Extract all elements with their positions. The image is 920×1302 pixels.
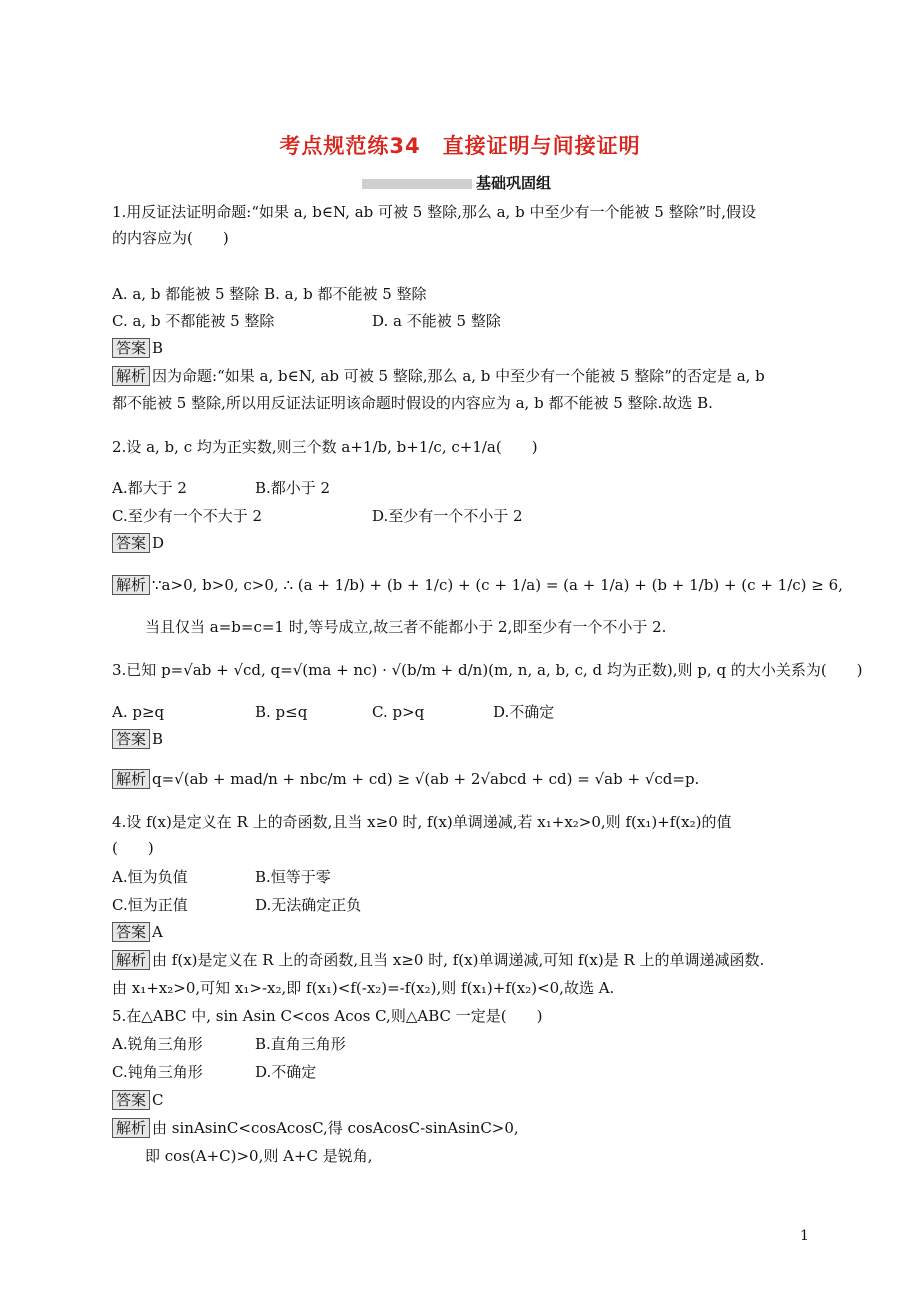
- q2-analysis-line2: 当且仅当 a=b=c=1 时,等号成立,故三者不能都小于 2,即至少有一个不小于 2.: [145, 618, 667, 636]
- section-bar: [362, 179, 472, 189]
- q5-answer: [112, 1090, 164, 1110]
- q4-analysis-line2: 由 x₁+x₂>0,可知 x₁>-x₂,即 f(x₁)<f(-x₂)=-f(x₂),则 f(x₁)+f(x₂)<0,故选 A.: [112, 979, 615, 997]
- q3-analysis-text: q=√(ab + mad/n + nbc/m + cd) ≥ √(ab + 2√abcd + cd) = √ab + √cd=p.: [152, 770, 700, 788]
- q5-option-a: A.锐角三角形: [112, 1035, 203, 1053]
- q4-stem-line1: 4.设 f(x)是定义在 R 上的奇函数,且当 x≥0 时, f(x)单调递减,若 x₁+x₂>0,则 f(x₁)+f(x₂)的值: [112, 813, 732, 831]
- q2-analysis-text1: ∵a>0, b>0, c>0, ∴ (a + 1/b) + (b + 1/c) + (c + 1/a) = (a + 1/a) + (b + 1/b) + (c + 1/c) ≥ 6,: [152, 576, 843, 594]
- q5-option-b: B.直角三角形: [255, 1035, 346, 1053]
- page-number: 1: [800, 1228, 809, 1244]
- q5-analysis-line2: 即 cos(A+C)>0,则 A+C 是锐角,: [145, 1147, 373, 1165]
- q2-option-c: C.至少有一个不大于 2: [112, 507, 263, 525]
- q4-analysis-text1: 由 f(x)是定义在 R 上的奇函数,且当 x≥0 时, f(x)单调递减,可知 f(x)是 R 上的单调递减函数.: [152, 951, 765, 969]
- q3-option-c: C. p>q: [372, 703, 425, 721]
- analysis-tag: 解析: [112, 769, 150, 789]
- q4-option-c: C.恒为正值: [112, 896, 188, 914]
- answer-tag: 答案: [112, 533, 150, 553]
- q3-answer-value: B: [152, 730, 164, 748]
- q1-stem-line2: 的内容应为( ): [112, 229, 229, 247]
- q5-analysis-line1: [112, 1118, 519, 1138]
- q1-answer: [112, 338, 163, 358]
- q3-option-a: A. p≥q: [112, 703, 165, 721]
- analysis-tag: 解析: [112, 366, 150, 386]
- analysis-tag: 解析: [112, 950, 150, 970]
- q4-answer-value: A: [152, 923, 163, 941]
- q1-analysis-line2: 都不能被 5 整除,所以用反证法证明该命题时假设的内容应为 a, b 都不能被 5 整除.故选 B.: [112, 394, 713, 412]
- page-title: 考点规范练34 直接证明与间接证明: [279, 134, 641, 158]
- q4-analysis-line1: [112, 950, 764, 970]
- answer-tag: 答案: [112, 1090, 150, 1110]
- q1-option-d: D. a 不能被 5 整除: [372, 312, 501, 330]
- q3-option-b: B. p≤q: [255, 703, 308, 721]
- q3-answer: [112, 729, 163, 749]
- q1-analysis-text1: 因为命题:“如果 a, b∈N, ab 可被 5 整除,那么 a, b 中至少有一个能被 5 整除”的否定是 a, b: [152, 367, 765, 385]
- q3-option-d: D.不确定: [493, 703, 555, 721]
- analysis-tag: 解析: [112, 1118, 150, 1138]
- q5-option-d: D.不确定: [255, 1063, 317, 1081]
- q2-answer: [112, 533, 164, 553]
- q4-answer: [112, 922, 163, 942]
- q4-option-b: B.恒等于零: [255, 868, 331, 886]
- q2-option-b: B.都小于 2: [255, 479, 331, 497]
- q2-answer-value: D: [152, 534, 165, 552]
- q4-stem-line2: ( ): [112, 839, 154, 857]
- q2-analysis-line1: [112, 575, 843, 595]
- section-label: 基础巩固组: [476, 174, 552, 192]
- q3-analysis: [112, 769, 699, 789]
- q5-option-c: C.钝角三角形: [112, 1063, 203, 1081]
- q5-stem: 5.在△ABC 中, sin Asin C<cos Acos C,则△ABC 一定是( ): [112, 1007, 543, 1025]
- answer-tag: 答案: [112, 729, 150, 749]
- q2-option-a: A.都大于 2: [112, 479, 187, 497]
- answer-tag: 答案: [112, 922, 150, 942]
- q3-stem: 3.已知 p=√ab + √cd, q=√(ma + nc) · √(b/m + d/n)(m, n, a, b, c, d 均为正数),则 p, q 的大小关系为( ): [112, 661, 863, 679]
- q4-option-a: A.恒为负值: [112, 868, 188, 886]
- q1-option-c: C. a, b 不都能被 5 整除: [112, 312, 275, 330]
- answer-tag: 答案: [112, 338, 150, 358]
- analysis-tag: 解析: [112, 575, 150, 595]
- q5-analysis-text1: 由 sinAsinC<cosAcosC,得 cosAcosC-sinAsinC>0,: [152, 1119, 519, 1137]
- q1-options-ab: A. a, b 都能被 5 整除 B. a, b 都不能被 5 整除: [112, 285, 427, 303]
- q2-stem: 2.设 a, b, c 均为正实数,则三个数 a+1/b, b+1/c, c+1/a( ): [112, 438, 538, 456]
- q5-answer-value: C: [152, 1091, 164, 1109]
- q1-answer-value: B: [152, 339, 164, 357]
- section-heading: [362, 172, 551, 193]
- q4-option-d: D.无法确定正负: [255, 896, 362, 914]
- q1-stem-line1: 1.用反证法证明命题:“如果 a, b∈N, ab 可被 5 整除,那么 a, b 中至少有一个能被 5 整除”时,假设: [112, 203, 756, 221]
- q1-analysis-line1: [112, 366, 765, 386]
- q2-option-d: D.至少有一个不小于 2: [372, 507, 523, 525]
